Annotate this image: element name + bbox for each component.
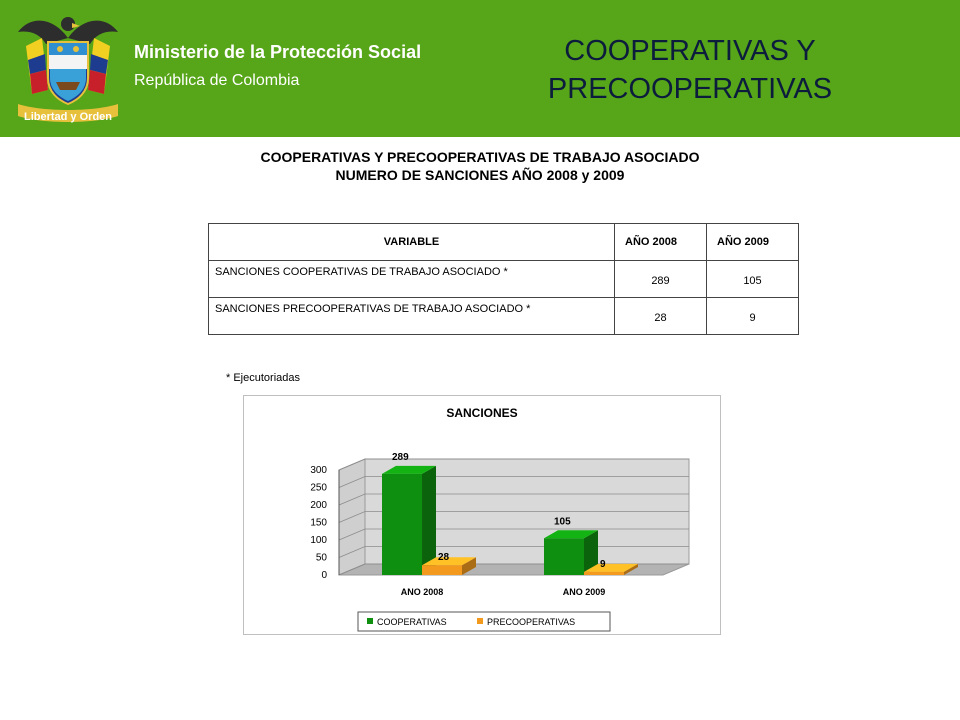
header-year-2009: AÑO 2009	[707, 224, 799, 261]
header-variable: VARIABLE	[209, 224, 615, 261]
header-banner	[0, 0, 960, 137]
legend-label-cooperativas: COOPERATIVAS	[377, 617, 447, 627]
row-precooperativas-2008: 28	[615, 298, 707, 335]
table-header-row	[209, 224, 799, 261]
y-tick-label: 150	[310, 517, 327, 529]
republic-name: República de Colombia	[134, 72, 300, 89]
x-tick-label: ANO 2009	[562, 587, 606, 597]
chart-canvas	[244, 396, 720, 634]
sanctions-table	[208, 223, 799, 335]
crest-motto: Libertad y Orden	[23, 111, 113, 123]
bar-cooperativas	[382, 466, 436, 575]
footnote: * Ejecutoriadas	[226, 372, 300, 384]
row-cooperativas-2009: 105	[707, 261, 799, 298]
bar-precooperativas-front	[422, 565, 462, 575]
ministry-name: Ministerio de la Protección Social	[134, 42, 422, 62]
legend-label-precooperativas: PRECOOPERATIVAS	[487, 617, 576, 627]
bar-cooperativas	[544, 530, 598, 575]
bar-cooperativas-front	[382, 474, 422, 575]
y-tick-label: 100	[310, 535, 327, 546]
data-label: 289	[392, 451, 409, 463]
data-label: 105	[554, 516, 571, 528]
row-cooperativas-label: SANCIONES COOPERATIVAS DE TRABAJO ASOCIADO *	[209, 261, 615, 298]
table-row	[209, 298, 799, 335]
page-title-line-1: COOPERATIVAS Y	[564, 35, 816, 67]
header-year-2008: AÑO 2008	[615, 224, 707, 261]
row-precooperativas-2009: 9	[707, 298, 799, 335]
legend-swatch-cooperativas	[367, 618, 373, 624]
y-tick-label: 300	[310, 465, 327, 476]
report-title	[140, 148, 820, 184]
row-precooperativas-label: SANCIONES PRECOOPERATIVAS DE TRABAJO ASOCIADO *	[209, 298, 615, 335]
report-title-line-1: COOPERATIVAS Y PRECOOPERATIVAS DE TRABAJO ASOCIADO	[260, 149, 700, 165]
page-title	[500, 32, 880, 108]
table-row	[209, 261, 799, 298]
report-title-line-2: NUMERO DE SANCIONES AÑO 2008 y 2009	[335, 167, 625, 183]
coat-of-arms-icon	[12, 8, 124, 130]
y-tick-label: 0	[321, 570, 327, 581]
legend-swatch-precooperativas	[477, 618, 483, 624]
data-label: 28	[438, 552, 450, 564]
page-title-line-2: PRECOOPERATIVAS	[547, 73, 833, 105]
sanctions-chart	[243, 395, 721, 635]
y-tick-label: 250	[310, 482, 327, 494]
data-label: 9	[600, 558, 606, 570]
bar-cooperativas-front	[544, 538, 584, 575]
bar-precooperativas-front	[584, 572, 624, 575]
chart-title: SANCIONES	[446, 406, 518, 420]
y-tick-label: 50	[315, 552, 327, 564]
x-tick-label: ANO 2008	[400, 587, 444, 597]
y-tick-label: 200	[310, 500, 327, 511]
row-cooperativas-2008: 289	[615, 261, 707, 298]
